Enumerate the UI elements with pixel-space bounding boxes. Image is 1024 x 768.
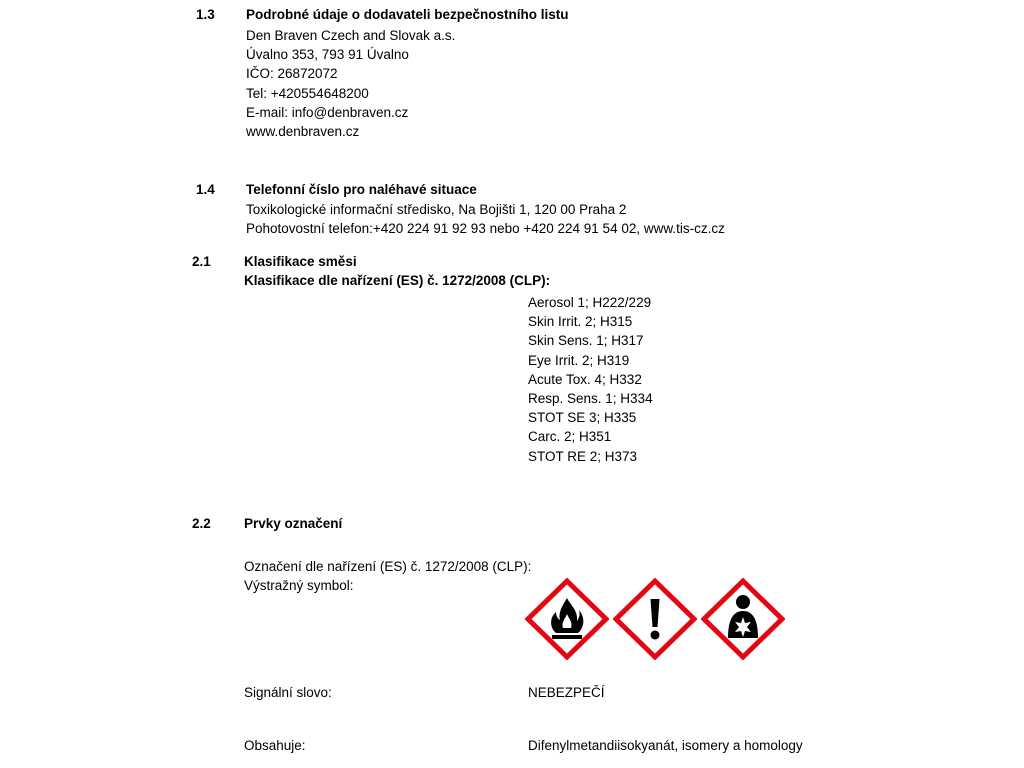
section-2-2-heading: Prvky označení [244,516,343,531]
section-2-1-heading: Klasifikace směsi [244,254,357,269]
section-2-2-number: 2.2 [192,516,211,531]
classification-item: Skin Sens. 1; H317 [528,333,644,349]
health-hazard-pictogram [701,578,785,660]
section-1-4-number: 1.4 [196,182,215,197]
contains-value: Difenylmetandiisokyanát, isomery a homology [528,738,803,753]
section-2-1-subheading: Klasifikace dle nařízení (ES) č. 1272/2008 (CLP): [244,273,551,288]
classification-item: Aerosol 1; H222/229 [528,295,652,310]
signal-word-label: Signální slovo: [244,685,332,700]
section-2-1-number: 2.1 [192,254,211,269]
supplier-address: Úvalno 353, 793 91 Úvalno [246,47,409,63]
supplier-details [246,26,455,141]
classification-item: STOT SE 3; H335 [528,410,637,426]
classification-item: Eye Irrit. 2; H319 [528,352,630,368]
signal-word: NEBEZPEČÍ [528,685,605,700]
ghs-pictograms [525,578,785,660]
classification-item: Acute Tox. 4; H332 [528,371,642,387]
supplier-phone: Tel: +420554648200 [246,85,369,101]
emergency-phone: Pohotovostní telefon:+420 224 91 92 93 nebo +420 224 91 54 02, www.tis-cz.cz [246,221,725,237]
exclamation-pictogram [613,578,697,660]
supplier-website: www.denbraven.cz [246,124,360,140]
supplier-name: Den Braven Czech and Slovak a.s. [246,28,456,43]
contains-label: Obsahuje: [244,738,306,753]
flame-pictogram [525,578,609,660]
classification-item: Skin Irrit. 2; H315 [528,314,633,330]
section-1-3-heading: Podrobné údaje o dodavateli bezpečnostního listu [246,7,569,22]
classification-item: Carc. 2; H351 [528,429,612,445]
supplier-ico: IČO: 26872072 [246,66,338,82]
emergency-contacts [246,200,725,238]
warning-symbol-label: Výstražný symbol: [244,578,354,593]
labeling-regulation: Označení dle nařízení (ES) č. 1272/2008 (CLP): [244,559,532,574]
section-1-3-number: 1.3 [196,7,215,22]
classification-item: Resp. Sens. 1; H334 [528,391,653,407]
classification-item: STOT RE 2; H373 [528,448,638,464]
toxicology-center: Toxikologické informační středisko, Na Bojišti 1, 120 00 Praha 2 [246,202,627,217]
section-1-4-heading: Telefonní číslo pro naléhavé situace [246,182,477,197]
classification-list [528,293,653,466]
supplier-email: E-mail: info@denbraven.cz [246,104,409,120]
